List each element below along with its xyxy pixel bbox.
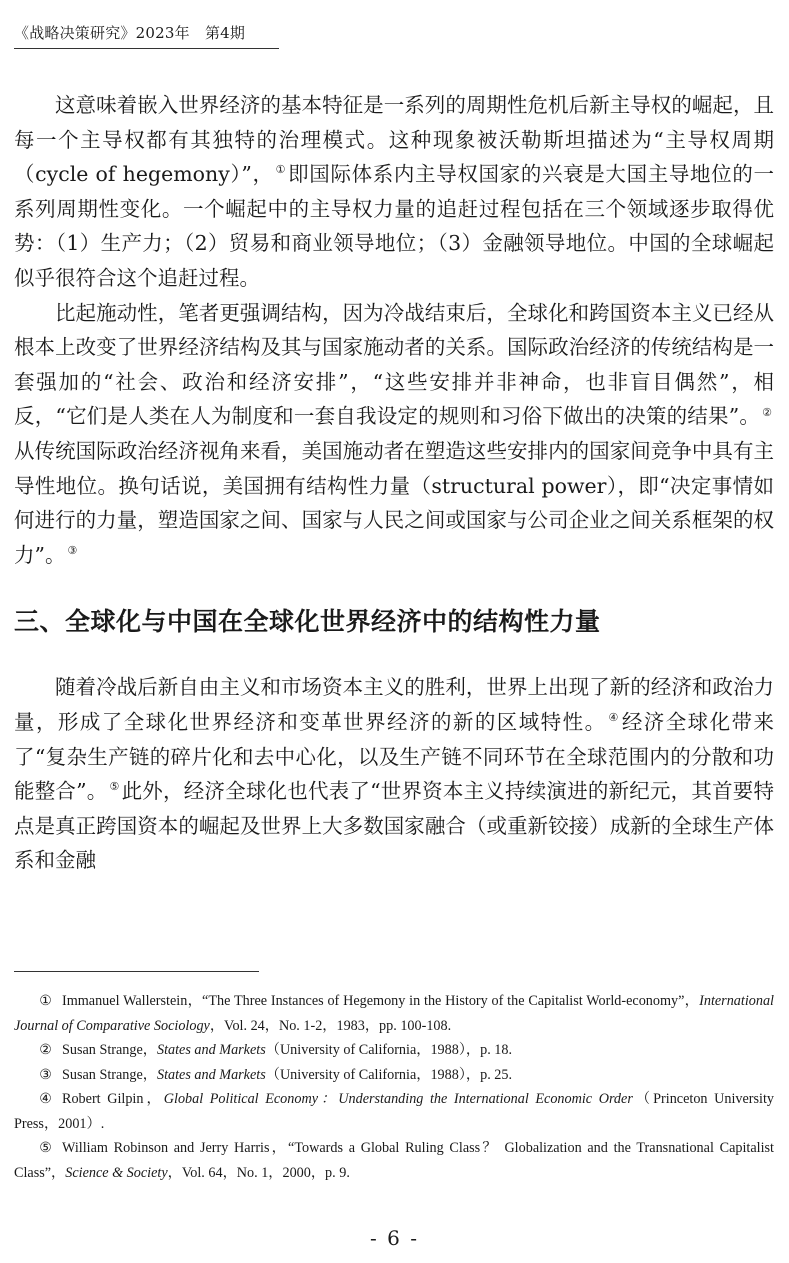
footnote-ref-3[interactable]: ③ (67, 543, 78, 557)
paragraph-text: 即国际体系内主导权国家的兴衰是大国主导地位的一系列周期性变化。一个崛起中的主导权力量的追赶过程包括在三个领域逐步取得优势：（1）生产力；（2）贸易和商业领导地位；（3）金融领导地位。中国的全球崛起似乎很符合这个追赶过程。 (14, 162, 774, 290)
footnote-ref-4[interactable]: ④ (608, 711, 620, 725)
footnote-text: （Princeton University Press，2001）. (14, 1091, 774, 1132)
paragraph-hegemony-cycle (14, 88, 774, 296)
footnote-text: （University of California，1988），p. 25. (265, 1066, 513, 1083)
footnote-title-italic: Science & Society (65, 1164, 168, 1181)
footnote-3 (14, 1063, 774, 1088)
footnote-ref-2[interactable]: ② (762, 405, 772, 419)
footnote-text: Robert Gilpin， (62, 1091, 164, 1107)
paragraph-text: 这意味着嵌入世界经济的基本特征是一系列的周期性危机后新主导权的崛起，且每一个主导权都有其独特的治理模式。这种现象被沃勒斯坦描述为“主导权周期（cycle of hegemony）”， (14, 93, 774, 187)
paragraph-text: 此外，经济全球化也代表了“世界资本主义持续演进的新纪元，其首要特点是真正跨国资本的崛起及世界上大多数国家融合（或重新铰接）成新的全球生产体系和金融 (14, 779, 774, 873)
footnote-number: ③ (39, 1066, 52, 1083)
footnote-text: Susan Strange， (62, 1066, 157, 1083)
footnote-text: Susan Strange， (62, 1042, 157, 1058)
footnote-text: ，Vol. 64，No. 1，2000，p. 9. (167, 1164, 350, 1181)
footnote-title-italic: States and Markets (156, 1042, 266, 1058)
header-rule (14, 48, 279, 49)
footnote-title-italic: Global Political Economy：Understanding the International Economic Order (163, 1091, 633, 1107)
footnote-ref-5[interactable]: ⑤ (109, 780, 120, 794)
footnote-number: ④ (39, 1091, 52, 1107)
footnote-text: ，Vol. 24，No. 1-2，1983，pp. 100-108. (209, 1017, 452, 1034)
footnotes (14, 989, 774, 1185)
footnote-1 (14, 989, 774, 1038)
footnote-text: William Robinson and Jerry Harris，“Towards a Global Ruling Class？ Globalization and the Transnational Capitalist Class”， (14, 1140, 774, 1181)
article-body (14, 88, 774, 878)
footnote-5 (14, 1136, 774, 1185)
paragraph-globalization (14, 670, 774, 878)
paragraph-text: 比起施动性，笔者更强调结构，因为冷战结束后，全球化和跨国资本主义已经从根本上改变了世界经济结构及其与国家施动者的关系。国际政治经济的传统结构是一套强加的“社会、政治和经济安排”，“这些安排并非神命，也非盲目偶然”，相反，“它们是人类在人为制度和一套自我设定的规则和习俗下做出的决策的结果”。 (14, 300, 774, 429)
footnote-2 (14, 1038, 774, 1063)
paragraph-text: 从传统国际政治经济视角来看，美国施动者在塑造这些安排内的国家间竞争中具有主导性地位。换句话说，美国拥有结构性力量（structural power），即“决定事情如何进行的力量，塑造国家之间、国家与人民之间或国家与公司企业之间关系框架的权力”。 (14, 438, 774, 567)
paragraph-text: 经济全球化带来了“复杂生产链的碎片化和去中心化，以及生产链不同环节在全球范围内的分散和功能整合”。 (14, 709, 774, 804)
paragraph-structure (14, 296, 774, 573)
footnote-rule (14, 971, 259, 972)
section-title: 三、全球化与中国在全球化世界经济中的结构性力量 (14, 607, 601, 637)
paragraph-text: 随着冷战后新自由主义和市场资本主义的胜利，世界上出现了新的经济和政治力量，形成了全球化世界经济和变革世界经济的新的区域特性。 (14, 675, 774, 734)
footnote-number: ⑤ (39, 1140, 52, 1156)
footnote-4 (14, 1087, 774, 1136)
footnote-text: （University of California，1988），p. 18. (265, 1042, 513, 1058)
running-header: 《战略决策研究》2023年 第4期 (14, 24, 246, 42)
footnote-text: Immanuel Wallerstein，“The Three Instances of Hegemony in the History of the Capitalist World-economy”， (62, 993, 700, 1009)
page-number: - 6 - (370, 1226, 419, 1250)
footnote-number: ② (39, 1042, 52, 1058)
footnote-title-italic: International Journal of Comparative Sociology (14, 993, 774, 1034)
footnote-ref-1[interactable]: ① (275, 163, 287, 177)
footnote-number: ① (39, 993, 52, 1009)
footnote-title-italic: States and Markets (156, 1066, 266, 1083)
